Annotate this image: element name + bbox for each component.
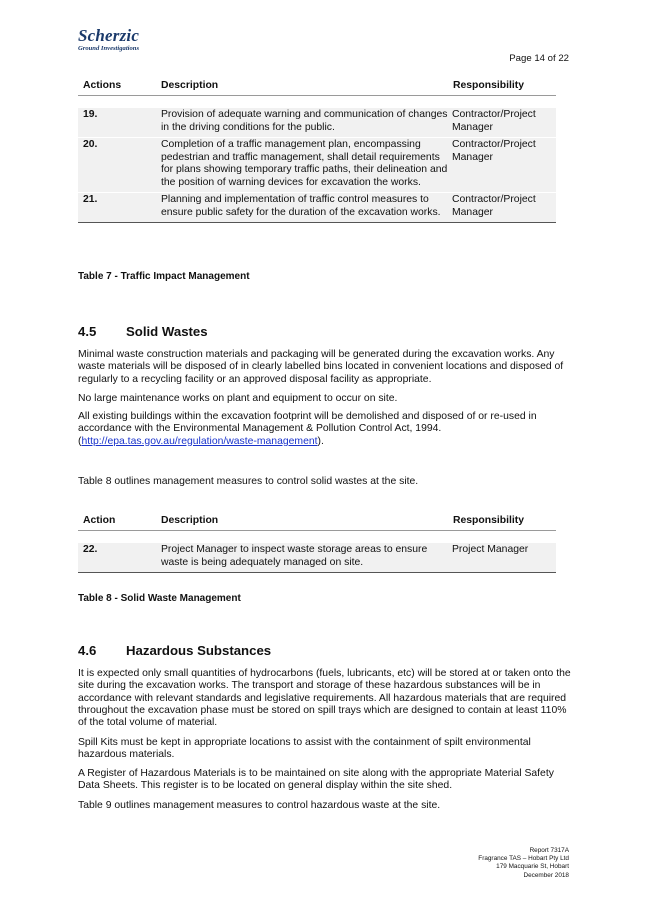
section-number: 4.6: [78, 643, 97, 658]
table-header: [78, 76, 556, 96]
table-caption: Table 7 - Traffic Impact Management: [78, 271, 250, 282]
paragraph: Minimal waste construction materials and packaging will be generated during the excavation works. Any waste materials will be disposed of in clearly labelled bins located in convenient locations and disposed of regularly to a recycling facility or an approved disposal facility as appropriate.: [78, 349, 564, 385]
header-description: Description: [161, 515, 219, 526]
section-heading: [78, 643, 271, 658]
epa-waste-link[interactable]: http://epa.tas.gov.au/regulation/waste-management: [81, 435, 318, 447]
action-responsibility: Contractor/Project Manager: [452, 194, 536, 218]
paragraph: Table 8 outlines management measures to control solid wastes at the site.: [78, 476, 419, 487]
header-responsibility: Responsibility: [453, 515, 525, 526]
action-number: 22.: [83, 544, 98, 555]
paragraph: Spill Kits must be kept in appropriate locations to assist with the containment of spilt environmental hazardous materials.: [78, 737, 531, 761]
paragraph: [78, 411, 572, 448]
action-responsibility: Contractor/Project Manager: [452, 139, 536, 163]
table-row: [78, 108, 556, 137]
paragraph: No large maintenance works on plant and equipment to occur on site.: [78, 393, 398, 404]
table-row: [78, 137, 556, 192]
action-description: Completion of a traffic management plan, encompassing pedestrian and traffic management, shall detail requirements for plans showing temporary traffic paths, their delineation and the position of warning devices for excavation the works.: [161, 139, 448, 188]
section-heading: [78, 324, 208, 339]
action-number: 19.: [83, 109, 98, 120]
action-description: Planning and implementation of traffic control measures to ensure public safety for the duration of the excavation works.: [161, 194, 441, 218]
footer-date: December 2018: [523, 871, 569, 879]
paragraph: A Register of Hazardous Materials is to be maintained on site along with the appropriate Material Safety Data Sheets. This register is to be located on general display within the site shed.: [78, 768, 554, 792]
logo-tagline: Ground Investigations: [78, 45, 140, 52]
traffic-management-table: [78, 76, 556, 223]
table-row: [78, 192, 556, 222]
report-footer: [478, 847, 569, 880]
section-title: Hazardous Substances: [126, 643, 272, 658]
action-responsibility: Project Manager: [452, 544, 529, 555]
section-title: Solid Wastes: [126, 324, 208, 339]
action-description: Provision of adequate warning and communication of changes in the driving conditions for the public.: [161, 109, 448, 133]
action-responsibility: Contractor/Project Manager: [452, 109, 536, 133]
paragraph-text: All existing buildings within the excavation footprint will be demolished and disposed of or re-used in accordance with the Environmental Management & Pollution Control Act, 1994.: [78, 411, 537, 435]
company-logo: [78, 26, 139, 52]
section-number: 4.5: [78, 324, 97, 339]
logo-name: Scherzic: [78, 26, 140, 45]
header-action: Action: [83, 515, 116, 526]
header-actions: Actions: [83, 80, 122, 91]
solid-waste-table: [78, 511, 556, 573]
paragraph: Table 9 outlines management measures to control hazardous waste at the site.: [78, 800, 441, 811]
action-number: 21.: [83, 194, 98, 205]
header-description: Description: [161, 80, 219, 91]
table-caption: Table 8 - Solid Waste Management: [78, 593, 241, 604]
footer-address: 179 Macquarie St, Hobart: [496, 863, 569, 871]
page-number: Page 14 of 22: [509, 53, 569, 64]
table-row: [78, 543, 556, 572]
footer-report-number: Report 7317A: [529, 847, 569, 854]
header-responsibility: Responsibility: [453, 80, 525, 91]
action-number: 20.: [83, 139, 98, 150]
table-header: [78, 511, 556, 531]
link-close: ).: [317, 435, 324, 447]
paragraph: It is expected only small quantities of hydrocarbons (fuels, lubricants, etc) will be stored at or taken onto the site during the excavation works. The transport and storage of these hazardous substances will be in accordance with relevant standards and legislative requirements. All hazardous materials that are required throughout the excavation phase must be stored on spill trays which are designed to contain at least 110% of the total volume of material.: [78, 668, 571, 729]
footer-client: Fragrance TAS – Hobart Pty Ltd: [478, 855, 569, 863]
link-open: (: [78, 435, 82, 447]
action-description: Project Manager to inspect waste storage areas to ensure waste is being adequately managed on site.: [161, 544, 428, 568]
